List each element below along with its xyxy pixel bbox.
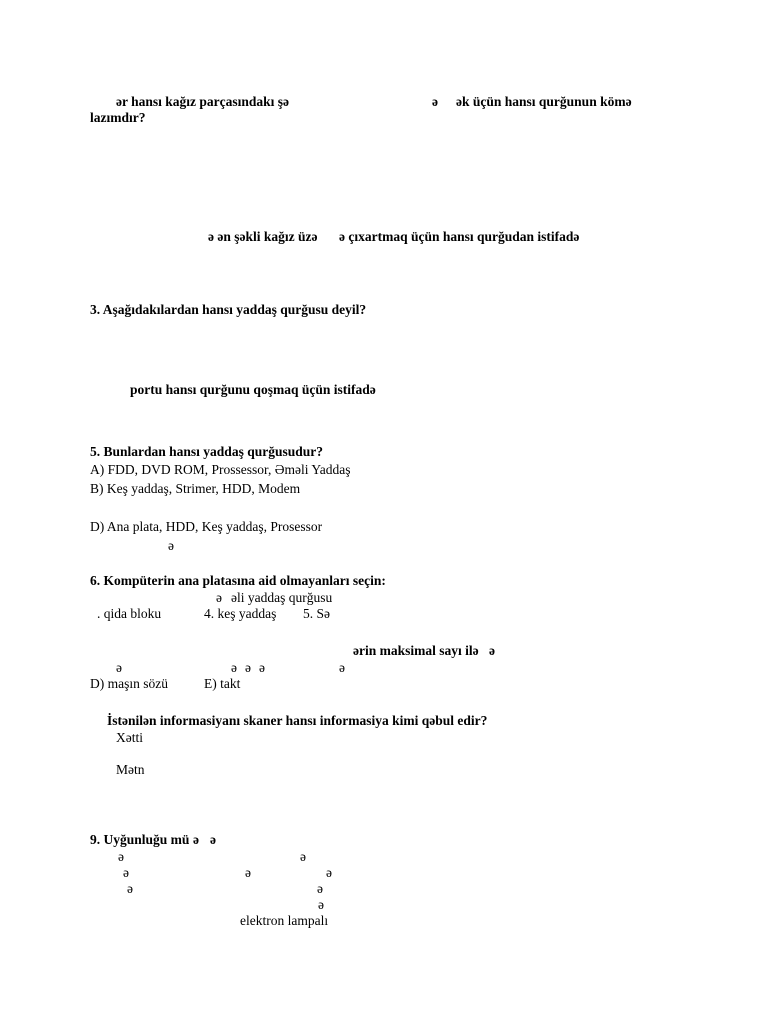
q7-option-e: E) takt <box>204 676 241 691</box>
q6-line1-b: əli yaddaş qurğusu <box>231 590 333 605</box>
q1-line1-c: ək üçün hansı qurğunun kömə <box>456 94 632 109</box>
q6-line2-c: 5. Sə <box>303 606 330 621</box>
q9-row2-right: ə <box>326 865 332 880</box>
q9-question-b: ə <box>193 832 199 847</box>
q8-question: İstənilən informasiyanı skaner hansı informasiya kimi qəbul edir? <box>107 713 488 728</box>
q5-option-b: B) Keş yaddaş, Strimer, HDD, Modem <box>90 481 301 496</box>
q9-row1-right: ə <box>300 849 306 864</box>
q2-part-b: ə çıxartmaq üçün hansı qurğudan istifadə <box>339 229 580 244</box>
q7-question-fragment: ərin maksimal sayı ilə <box>353 643 479 658</box>
q6-line1-a: ə <box>216 590 222 605</box>
q5-option-e-fragment: ə <box>168 538 174 553</box>
q1-line2: lazımdır? <box>90 110 146 125</box>
q3-question: 3. Aşağıdakılardan hansı yaddaş qurğusu deyil? <box>90 302 367 317</box>
q5-option-a: A) FDD, DVD ROM, Prossessor, Əməli Yaddaş <box>90 462 351 477</box>
q2-part-a: ə ən şəkli kağız üzə <box>208 229 318 244</box>
q9-row1-left: ə <box>118 849 124 864</box>
q6-question: 6. Kompüterin ana platasına aid olmayanları seçin: <box>90 573 386 588</box>
q7-option-d-fragment: ə <box>259 660 265 675</box>
q8-option-1: Xətti <box>116 730 143 745</box>
q6-line2-b: 4. keş yaddaş <box>204 606 277 621</box>
q7-question-end: ə <box>489 643 495 658</box>
q1-line1-b: ə <box>432 94 438 109</box>
q6-line2-a: . qida bloku <box>97 606 162 621</box>
q7-option-d: D) maşın sözü <box>90 676 168 691</box>
q9-row2-left: ə <box>123 865 129 880</box>
q1-line1-a: ər hansı kağız parçasındakı şə <box>116 94 290 109</box>
q4-question: portu hansı qurğunu qoşmaq üçün istifadə <box>130 382 376 397</box>
q9-row3-left: ə <box>127 881 133 896</box>
q7-option-c-fragment: ə <box>245 660 251 675</box>
q7-option-e-fragment: ə <box>339 660 345 675</box>
q9-last-item: elektron lampalı <box>240 913 329 928</box>
q7-option-b-fragment: ə <box>231 660 237 675</box>
q7-option-a-fragment: ə <box>116 660 122 675</box>
q9-question-a: 9. Uyğunluğu mü <box>90 832 190 847</box>
q9-row4-right: ə <box>318 897 324 912</box>
q8-option-2: Mətn <box>116 762 145 777</box>
q9-row2-mid: ə <box>245 865 251 880</box>
q9-row3-right: ə <box>317 881 323 896</box>
q9-question-c: ə <box>210 832 216 847</box>
q5-option-d: D) Ana plata, HDD, Keş yaddaş, Prosessor <box>90 519 323 534</box>
q5-question: 5. Bunlardan hansı yaddaş qurğusudur? <box>90 444 323 459</box>
